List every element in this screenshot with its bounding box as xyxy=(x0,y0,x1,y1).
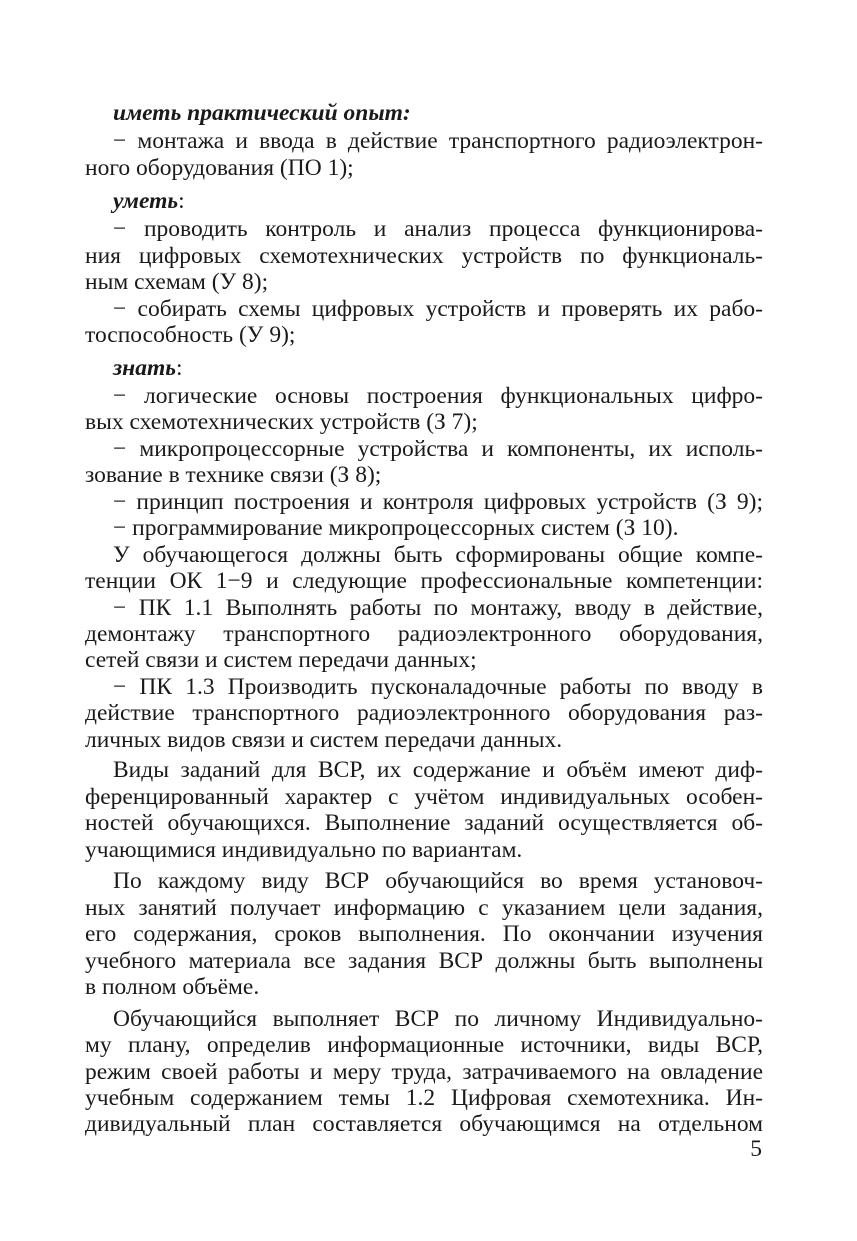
text-line: ференцированный характер с учётом индивидуальных особен- xyxy=(85,784,763,810)
text-line: ных занятий получает информацию с указанием цели задания, xyxy=(85,895,763,921)
heading-practical-experience: иметь практический опыт: xyxy=(113,100,411,126)
text-line: учебного материала все задания ВСР должны быть выполнены xyxy=(85,948,763,974)
text-line: учающимися индивидуально по вариантам. xyxy=(85,837,523,863)
heading-skills: уметь: xyxy=(113,188,185,214)
heading-knowledge: знать: xyxy=(113,355,183,381)
text-line: учебным содержанием темы 1.2 Цифровая схемотехника. Ин- xyxy=(85,1085,763,1111)
text-line: ным схемам (У 8); xyxy=(85,269,269,295)
text-line: режим своей работы и меру труда, затрачиваемого на овладение xyxy=(85,1059,763,1085)
text-line: дивидуальный план составляется обучающимся на отдельном xyxy=(85,1111,763,1137)
text-line: У обучающегося должны быть сформированы общие компе- xyxy=(113,542,763,568)
text-line: ния цифровых схемотехнических устройств по функциональ- xyxy=(85,243,763,269)
text-line: тенции ОК 1−9 и следующие профессиональные компетенции: xyxy=(85,568,763,594)
text-line: − принцип построения и контроля цифровых устройств (З 9); xyxy=(113,489,763,515)
text-line: действие транспортного радиоэлектронного оборудования раз- xyxy=(85,700,763,726)
text-line: тоспособность (У 9); xyxy=(85,322,296,348)
text-line: личных видов связи и систем передачи данных. xyxy=(85,727,563,753)
text-line: его содержания, сроков выполнения. По окончании изучения xyxy=(85,921,763,947)
text-line: демонтажу транспортного радиоэлектронного оборудования, xyxy=(85,621,763,647)
text-line: − ПК 1.1 Выполнять работы по монтажу, вводу в действие, xyxy=(113,595,763,621)
text-line: − собирать схемы цифровых устройств и проверять их рабо- xyxy=(113,296,763,322)
page-number: 5 xyxy=(750,1136,762,1162)
text-line: Обучающийся выполняет ВСР по личному Индивидуально- xyxy=(113,1006,763,1032)
text-line: − ПК 1.3 Производить пусконаладочные работы по вводу в xyxy=(113,674,763,700)
text-line: ного оборудования (ПО 1); xyxy=(85,155,354,181)
text-line: − проводить контроль и анализ процесса функционирова- xyxy=(113,216,763,242)
text-line: Виды заданий для ВСР, их содержание и объём имеют диф- xyxy=(113,757,763,783)
text-line: ностей обучающихся. Выполнение заданий осуществляется об- xyxy=(85,810,763,836)
text-line: − программирование микропроцессорных систем (З 10). xyxy=(113,515,679,541)
text-line: му плану, определив информационные источники, виды ВСР, xyxy=(85,1032,763,1058)
text-line: сетей связи и систем передачи данных; xyxy=(85,647,477,673)
text-line: − логические основы построения функциональных цифро- xyxy=(113,383,763,409)
text-line: − микропроцессорные устройства и компоненты, их исполь- xyxy=(113,436,763,462)
text-line: − монтажа и ввода в действие транспортного радиоэлектрон- xyxy=(113,128,763,154)
text-line: зование в технике связи (З 8); xyxy=(85,462,382,488)
text-line: вых схемотехнических устройств (З 7); xyxy=(85,409,478,435)
text-line: в полном объёме. xyxy=(85,974,260,1000)
text-line: По каждому виду ВСР обучающийся во время установоч- xyxy=(113,868,763,894)
